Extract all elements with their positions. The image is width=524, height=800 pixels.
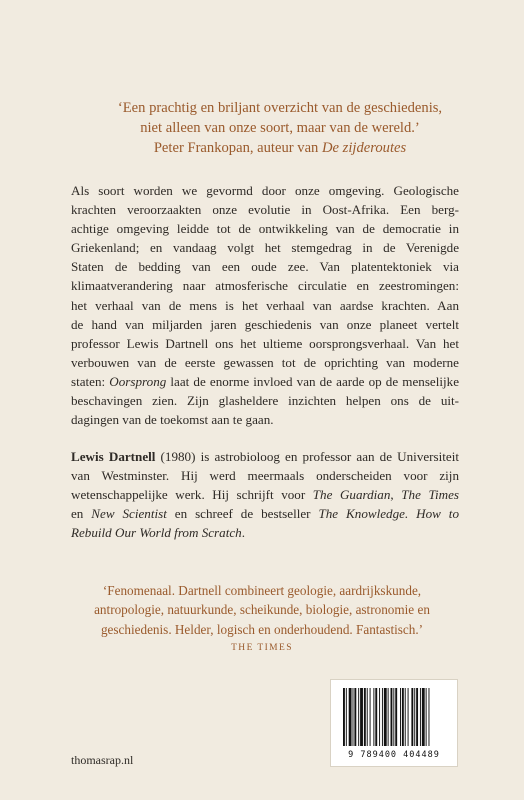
barcode-bars [341, 688, 447, 748]
book-title: The Knowledge. How to [318, 506, 459, 522]
barcode-bar [379, 688, 380, 746]
barcode-bar [411, 688, 413, 746]
publication-title: New Scientist [91, 506, 167, 522]
bio-text: , [390, 487, 402, 503]
description-line: Staten de bedding van een oude zee. Van platentektoniek via [71, 259, 459, 275]
bio-text: wetenschappelijke werk. Hij schrijft voor [71, 487, 313, 503]
bio-line [71, 447, 459, 466]
description-line: dagingen van de toekomst aan te gaan. [71, 412, 274, 428]
bottom-quote-line-2: antropologie, natuurkunde, scheikunde, biologie, astronomie en [94, 602, 430, 618]
bio-text: en [71, 506, 92, 522]
barcode-bar [346, 688, 347, 746]
barcode-bar [353, 688, 354, 746]
bio-line [71, 523, 459, 542]
description-line [71, 372, 459, 391]
barcode-bar [370, 688, 371, 746]
description-line: achtige omgeving leidde tot de ontwikkeling van de democratie in [71, 221, 459, 237]
publisher-website: thomasrap.nl [71, 753, 134, 767]
top-quote-line-1: ‘Een prachtig en briljant overzicht van de geschiedenis, [117, 100, 443, 116]
barcode-bar [354, 688, 356, 746]
barcode-bar [416, 688, 418, 746]
bottom-quote-line-3: geschiedenis. Helder, logisch en onderhoudend. Fantastisch.’ [100, 621, 424, 637]
barcode-bar [360, 688, 363, 746]
bio-line: van Westminster. Hij werd meermaals onderscheiden voor zijn [71, 468, 459, 484]
barcode-bar [402, 688, 404, 746]
bio-line [71, 485, 459, 504]
barcode-number: 9 789400 404489 [348, 750, 440, 760]
description [71, 181, 459, 429]
top-quote [70, 98, 490, 158]
barcode-bar [414, 688, 415, 746]
attribution-text: Peter Frankopan, auteur van [153, 140, 322, 156]
description-line: Als soort worden we gevormd door onze omgeving. Geologische [71, 183, 459, 198]
quote-source: THE TIMES [231, 643, 293, 653]
bottom-quote-line-1: ‘Fenomenaal. Dartnell combineert geologie, aardrijkskunde, [102, 583, 422, 598]
top-quote-attribution [70, 138, 490, 158]
barcode-bar [408, 688, 409, 746]
book-title-oorsprong: Oorsprong [109, 373, 167, 389]
barcode-bar [373, 688, 374, 746]
description-line: verbouwen van de eerste gewassen tot de oprichting van moderne [71, 354, 459, 370]
barcode-bar [358, 688, 359, 746]
attribution-book-title: De zijderoutes [322, 140, 407, 156]
barcode-bar [382, 688, 383, 746]
barcode-bar [395, 688, 397, 746]
publication-title: The Guardian [312, 487, 391, 503]
description-line: klimaatverandering naar atmosferische circulatie en zeestromingen: [71, 278, 459, 294]
barcode-bar [393, 688, 394, 746]
barcode-bar [349, 688, 352, 746]
barcode-bar [400, 688, 401, 746]
top-quote-line-2: niet alleen van onze soort, maar van de wereld.’ [140, 120, 420, 136]
description-line: de hand van miljarden jaren geschiedenis van onze planeet vertelt [71, 316, 459, 332]
description-text: staten: [71, 373, 110, 389]
barcode-bar [367, 688, 368, 746]
barcode-bar [384, 688, 387, 746]
barcode-bar [426, 688, 427, 746]
barcode-bar [420, 688, 421, 746]
barcode-bar [405, 688, 406, 746]
barcode-bar [391, 688, 393, 746]
barcode-bar [343, 688, 345, 746]
description-line: professor Lewis Dartnell ons het ultieme oorsprongsverhaal. Van het [71, 335, 459, 351]
author-name: Lewis Dartnell [71, 449, 156, 464]
barcode-bar [422, 688, 425, 746]
bottom-quote [60, 581, 464, 639]
description-line: beschavingen zien. Zijn glasheldere inzichten helpen ons de uit- [71, 393, 459, 409]
barcode-bar [388, 688, 389, 746]
barcode-bar [429, 688, 430, 746]
description-line: Griekenland; en vandaag volgt het stemgedrag in de Verenigde [71, 240, 459, 256]
description-line: het verhaal van de mens is het verhaal van aardse krachten. Aan [71, 297, 459, 313]
description-line: krachten veroorzaakten onze evolutie in Oost-Afrika. Een berg- [71, 202, 459, 218]
barcode-bar [375, 688, 377, 746]
bio-text: . [241, 525, 245, 541]
author-bio [71, 447, 459, 542]
barcode [330, 679, 458, 767]
bio-line [71, 504, 459, 523]
description-text: laat de enorme invloed van de aarde op de menselijke [166, 373, 460, 389]
publication-title: The Times [401, 487, 460, 503]
barcode-bar [364, 688, 366, 746]
bio-text: (1980) is astrobioloog en professor aan de Universiteit [155, 449, 459, 464]
book-title: Rebuild Our World from Scratch [71, 525, 242, 541]
bio-text: en schreef de bestseller [166, 506, 319, 522]
